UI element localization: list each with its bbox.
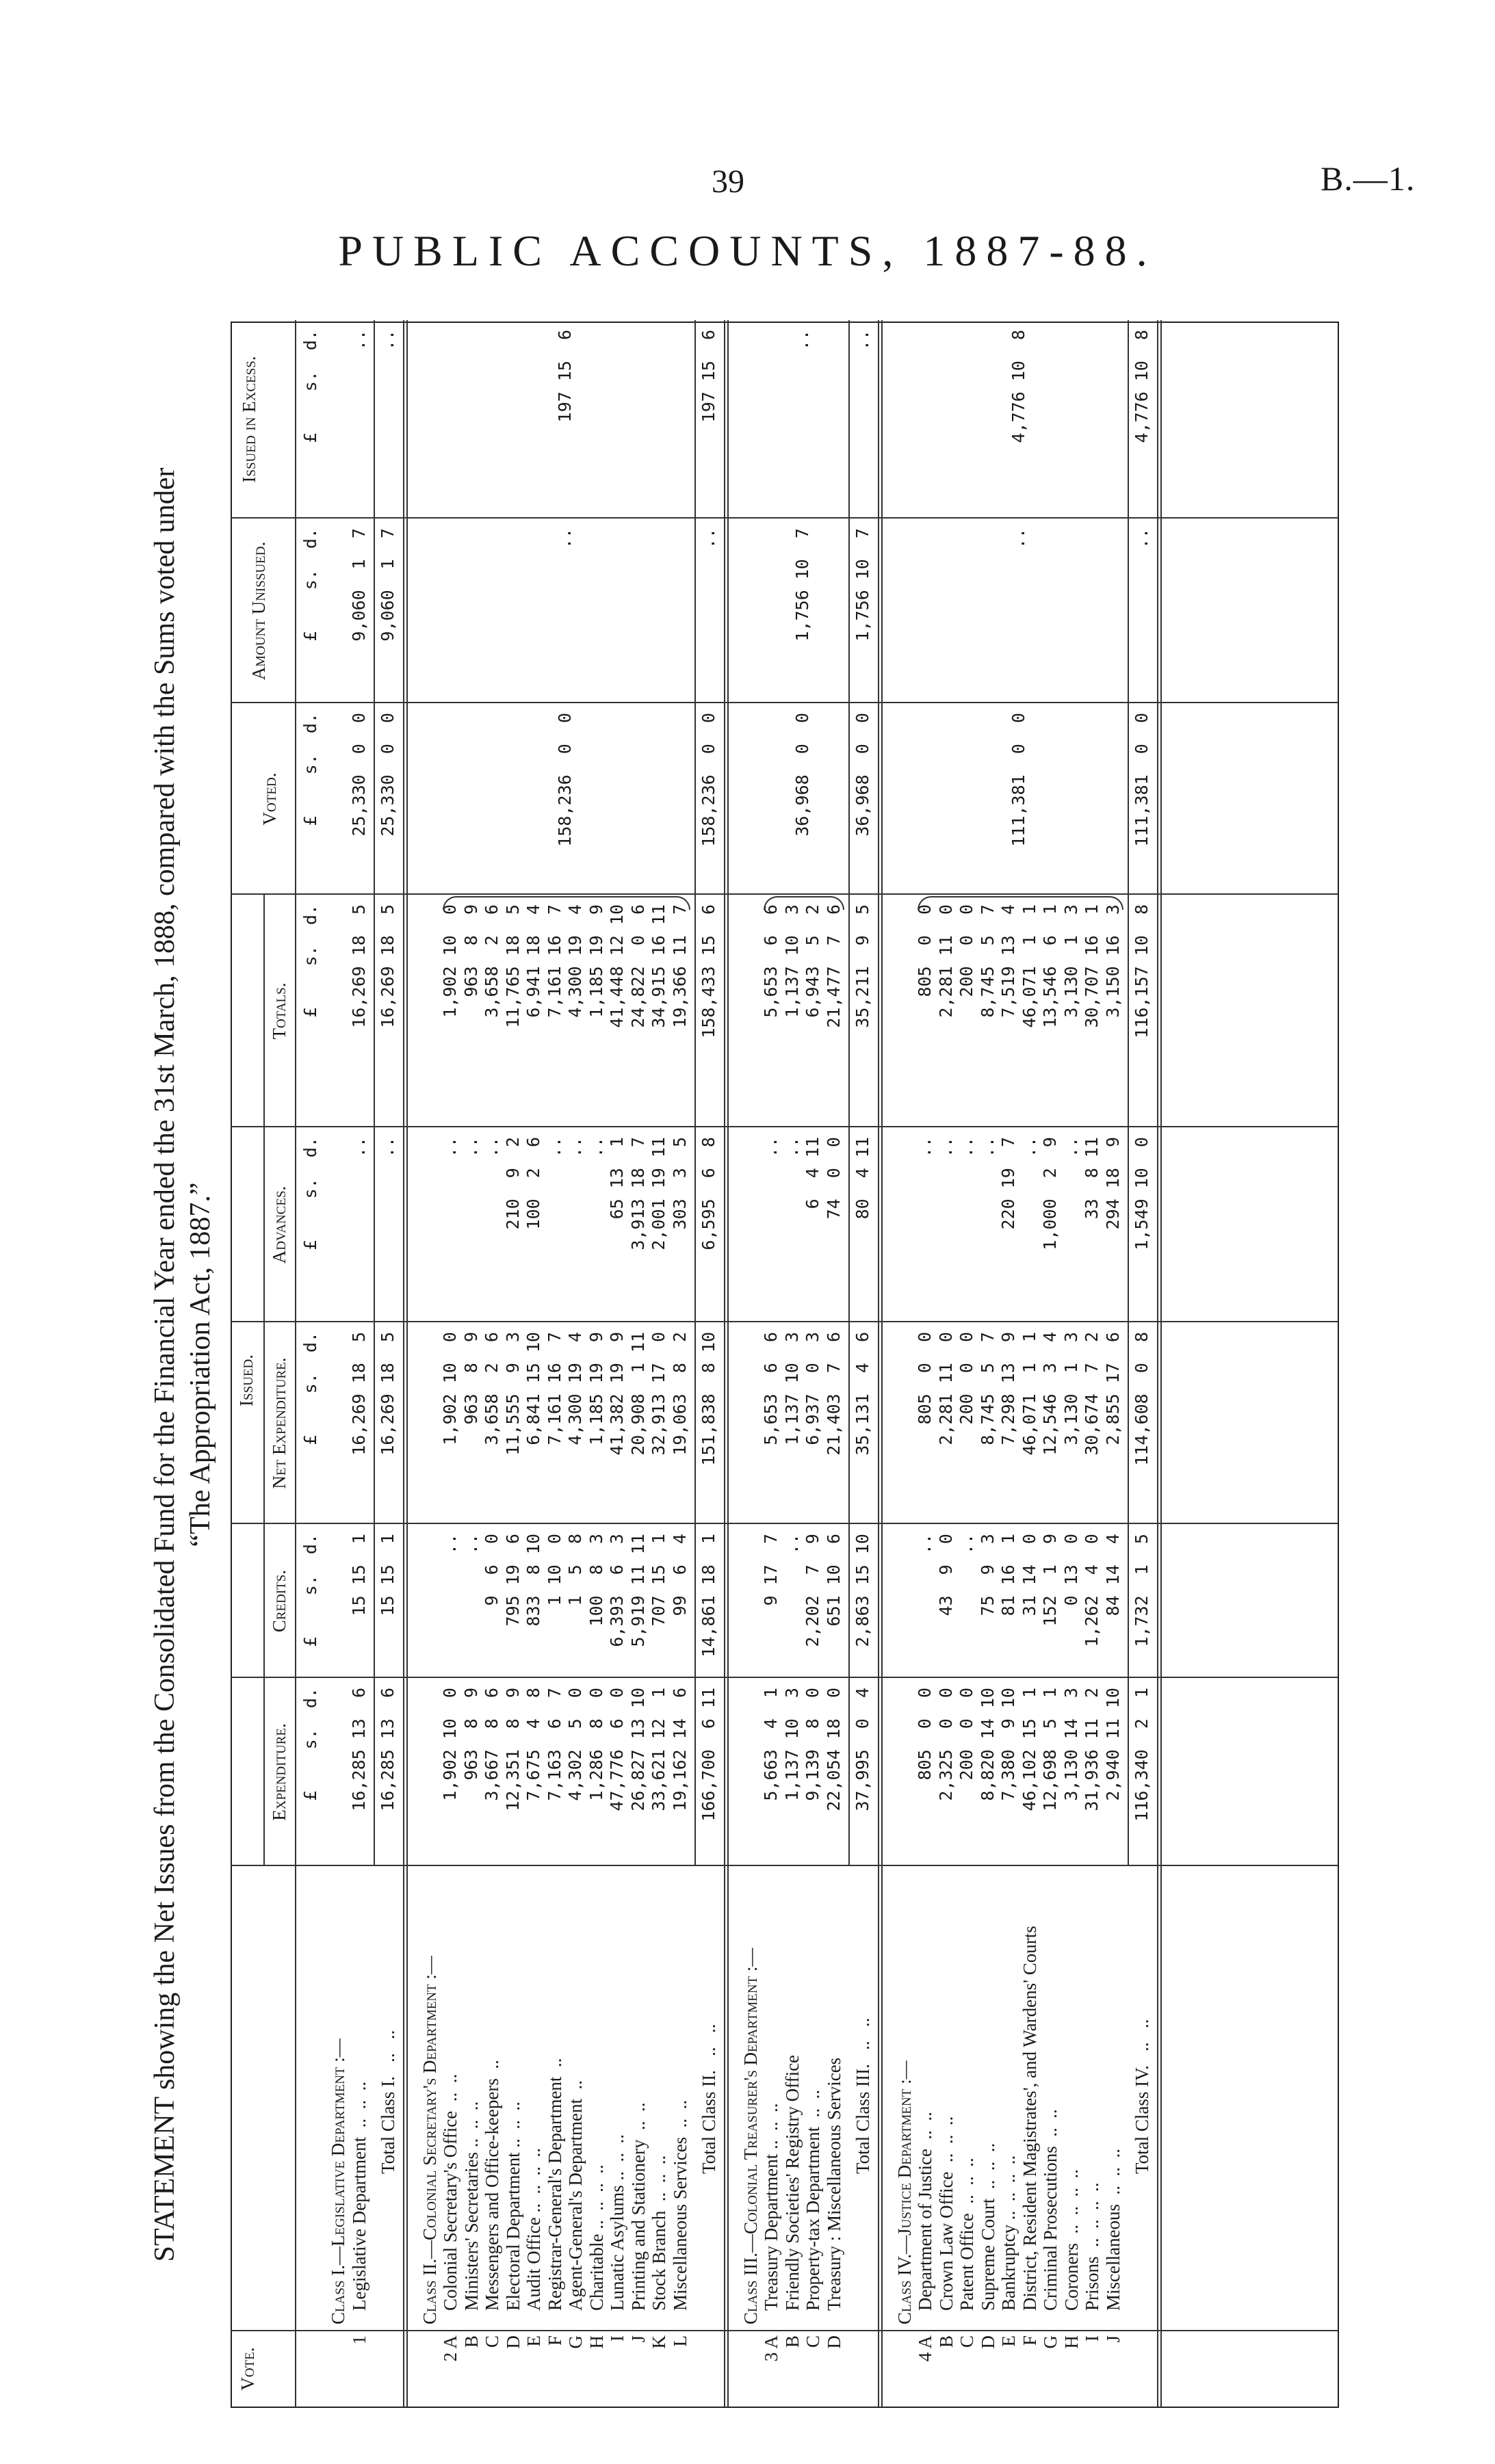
cell-cr: 2,202 7 9 xyxy=(803,1534,822,1647)
col-header-vote: Vote. xyxy=(237,2347,258,2391)
cell-exp: 9,139 8 0 xyxy=(803,1688,822,1801)
cell-net: 20,908 1 11 xyxy=(627,1332,648,1456)
col-header-issued-in-excess: Issued in Excess. xyxy=(239,356,259,483)
units-label: £ s. d. xyxy=(300,904,320,1018)
row-label: Audit Office .. .. .. .. xyxy=(523,2148,544,2311)
cell-cr: 31 14 0 xyxy=(1019,1534,1039,1616)
row-label: Stock Branch .. .. .. xyxy=(649,2155,669,2311)
cell-net: 3,658 2 6 xyxy=(482,1332,502,1445)
cell-tot: 41,448 12 10 xyxy=(607,904,627,1028)
col-header-voted: Voted. xyxy=(259,772,280,826)
cell-adv: .. xyxy=(957,1137,976,1158)
cell-cr: 707 15 1 xyxy=(649,1534,668,1627)
vote-number: 2 A xyxy=(440,2335,460,2362)
cell-adv: .. xyxy=(348,1137,369,1158)
vote-number: C xyxy=(482,2335,502,2348)
vote-number: K xyxy=(649,2335,669,2349)
cell-tot: 6,943 5 2 xyxy=(803,904,822,1018)
cell-net: 12,546 3 4 xyxy=(1040,1332,1060,1456)
cell-cr: 84 14 4 xyxy=(1102,1534,1123,1616)
row-label: Miscellaneous .. .. .. xyxy=(1102,2149,1123,2311)
total-rule xyxy=(1128,320,1129,1866)
row-label: Friendly Societies' Registry Office xyxy=(781,2054,803,2311)
total-cr: 2,863 15 10 xyxy=(853,1534,872,1647)
cell-tot: 16,269 18 5 xyxy=(348,904,369,1028)
total-adv: 80 4 11 xyxy=(853,1137,872,1220)
row-label: Ministers' Secretaries .. .. .. xyxy=(460,2101,482,2311)
cell-tot: 11,765 18 5 xyxy=(502,904,523,1028)
cell-net: 30,674 7 2 xyxy=(1082,1332,1102,1456)
cell-cr: 0 13 0 xyxy=(1061,1534,1081,1606)
vote-number: B xyxy=(781,2335,803,2348)
row-label: Treasury Department .. .. .. xyxy=(761,2103,781,2311)
row-label: Miscellaneous Services .. .. xyxy=(669,2099,690,2311)
cell-exp: 1,286 8 0 xyxy=(586,1688,606,1801)
cell-exp: 22,054 18 0 xyxy=(823,1688,844,1811)
cell-exp: 16,285 13 6 xyxy=(348,1688,369,1811)
vote-number: C xyxy=(803,2335,823,2348)
total-exp: 16,285 13 6 xyxy=(378,1688,398,1811)
cell-tot: 19,366 11 7 xyxy=(669,904,690,1028)
section-rule xyxy=(1160,320,1162,2407)
cell-net: 19,063 8 2 xyxy=(669,1332,690,1456)
cell-exp: 33,621 12 1 xyxy=(649,1688,668,1811)
row-label: Department of Justice .. .. xyxy=(915,2112,935,2311)
section-rule xyxy=(406,320,408,2407)
cell-adv: .. xyxy=(977,1137,998,1158)
vote-number: 1 xyxy=(348,2335,369,2345)
cell-exp: 200 0 0 xyxy=(957,1688,976,1781)
total-label: Total Class IV. .. .. xyxy=(1132,2019,1152,2174)
cell-adv: 6 4 11 xyxy=(803,1137,822,1209)
section-rule xyxy=(403,320,404,2407)
cell-cr: 833 8 10 xyxy=(523,1534,543,1627)
statement-line-1: STATEMENT showing the Net Issues from the Consolidated Fund for the Financial Year ended the 31st March, 1888, compared with the Sums voted under xyxy=(149,467,181,2262)
cell-cr: 75 9 3 xyxy=(977,1534,998,1616)
cell-unissued: .. xyxy=(554,528,575,549)
cell-adv: .. xyxy=(761,1137,781,1158)
vote-number: D xyxy=(502,2335,523,2349)
row-label: Messengers and Office-keepers .. xyxy=(482,2060,502,2311)
cell-tot: 21,477 7 6 xyxy=(823,904,844,1028)
total-net: 35,131 4 6 xyxy=(853,1332,872,1456)
cell-exp: 46,102 15 1 xyxy=(1019,1688,1039,1811)
total-adv: .. xyxy=(378,1137,398,1158)
cell-net: 1,902 10 0 xyxy=(440,1332,460,1445)
total-excess: .. xyxy=(853,330,872,351)
cell-exp: 31,936 11 2 xyxy=(1082,1688,1102,1811)
cell-voted: 158,236 0 0 xyxy=(554,713,575,847)
row-label: Bankruptcy .. .. .. .. xyxy=(998,2155,1019,2311)
cell-adv: 33 8 11 xyxy=(1082,1137,1102,1220)
total-label: Total Class I. .. .. xyxy=(378,2030,398,2174)
section-rule xyxy=(724,320,725,2407)
cell-exp: 8,820 14 10 xyxy=(977,1688,998,1801)
row-label: Registrar-General's Department .. xyxy=(544,2058,565,2311)
cell-voted: 111,381 0 0 xyxy=(1009,713,1029,847)
cell-exp: 4,302 5 0 xyxy=(565,1688,585,1801)
vote-number: E xyxy=(998,2335,1019,2347)
cell-cr: 1 10 0 xyxy=(544,1534,564,1606)
cell-cr: .. xyxy=(915,1534,935,1555)
total-rule xyxy=(694,320,696,1866)
vote-number: J xyxy=(627,2335,649,2343)
vote-number: G xyxy=(565,2335,586,2349)
col-header-credits: Credits. xyxy=(269,1569,289,1633)
cell-adv: 65 13 1 xyxy=(607,1137,627,1220)
total-cr: 15 15 1 xyxy=(378,1534,398,1616)
total-tot: 35,211 9 5 xyxy=(853,904,872,1028)
cell-tot: 6,941 18 4 xyxy=(523,904,543,1018)
cell-cr: 9 6 0 xyxy=(482,1534,502,1606)
cell-exp: 963 8 9 xyxy=(460,1688,481,1781)
cell-cr: 43 9 0 xyxy=(935,1534,956,1616)
cell-cr: .. xyxy=(781,1534,802,1555)
cell-adv: .. xyxy=(482,1137,502,1158)
vote-number: I xyxy=(607,2335,627,2342)
total-voted: 25,330 0 0 xyxy=(378,713,398,837)
cell-exp: 5,663 4 1 xyxy=(761,1688,781,1801)
statement-sheet xyxy=(147,322,1344,2408)
vote-number: 3 A xyxy=(761,2335,781,2362)
cell-exp: 12,351 8 9 xyxy=(502,1688,523,1811)
total-cr: 1,732 1 5 xyxy=(1132,1534,1152,1647)
cell-cr: .. xyxy=(440,1534,460,1555)
cell-cr: 5,919 11 11 xyxy=(627,1534,648,1647)
cell-exp: 12,698 5 1 xyxy=(1040,1688,1060,1811)
col-header-amount-unissued: Amount Unissued. xyxy=(248,541,269,681)
cell-tot: 8,745 5 7 xyxy=(977,904,998,1018)
row-label: Prisons .. .. .. .. xyxy=(1082,2182,1102,2311)
row-label: Patent Office .. .. .. xyxy=(957,2158,977,2311)
row-label: Lunatic Asylums .. .. .. xyxy=(607,2134,627,2311)
row-label: District, Resident Magistrates', and Wardens' Courts xyxy=(1019,1926,1040,2311)
cell-net: 2,281 11 0 xyxy=(935,1332,956,1445)
cell-unissued: 9,060 1 7 xyxy=(348,528,369,642)
cell-net: 41,382 19 9 xyxy=(607,1332,627,1456)
section-rule xyxy=(727,320,729,2407)
cell-voted: 25,330 0 0 xyxy=(348,713,369,837)
total-adv: 6,595 6 8 xyxy=(699,1137,718,1250)
total-net: 151,838 8 10 xyxy=(699,1332,718,1466)
total-exp: 166,700 6 11 xyxy=(699,1688,718,1822)
cell-tot: 46,071 1 1 xyxy=(1019,904,1039,1028)
cell-adv: 1,000 2 9 xyxy=(1040,1137,1060,1250)
col-header-advances: Advances. xyxy=(269,1185,289,1264)
total-label: Total Class III. .. .. xyxy=(853,2017,873,2174)
cell-excess: .. xyxy=(348,330,369,351)
cell-net: 805 0 0 xyxy=(915,1332,935,1425)
vote-number: H xyxy=(586,2335,607,2349)
vote-number: G xyxy=(1040,2335,1061,2349)
cell-net: 3,130 1 3 xyxy=(1061,1332,1081,1445)
total-unissued: 1,756 10 7 xyxy=(853,528,872,642)
units-label: £ s. d. xyxy=(300,1137,320,1250)
cell-exp: 47,776 6 0 xyxy=(607,1688,627,1811)
row-label: Criminal Prosecutions .. .. xyxy=(1040,2109,1061,2311)
cell-tot: 200 0 0 xyxy=(957,904,976,997)
accounts-table xyxy=(231,322,1339,2408)
cell-exp: 1,137 10 3 xyxy=(781,1688,802,1801)
section-rule xyxy=(1157,320,1158,2407)
cell-adv: .. xyxy=(915,1137,935,1158)
total-unissued: 9,060 1 7 xyxy=(378,528,398,642)
cell-adv: 100 2 6 xyxy=(523,1137,543,1230)
total-voted: 36,968 0 0 xyxy=(853,713,872,837)
total-rule xyxy=(374,320,375,1866)
statement-line-2: “The Appropriation Act, 1887.” xyxy=(185,1182,216,1547)
cell-tot: 805 0 0 xyxy=(915,904,935,997)
section-title: Class II.—Colonial Secretary's Department :— xyxy=(419,1956,440,2324)
section-title: Class IV.—Justice Department :— xyxy=(894,2060,915,2324)
cell-adv: .. xyxy=(781,1137,802,1158)
cell-adv: 220 19 7 xyxy=(998,1137,1018,1230)
cell-adv: 303 3 5 xyxy=(669,1137,690,1230)
vote-number: L xyxy=(669,2335,690,2347)
cell-net: 2,855 17 6 xyxy=(1102,1332,1123,1445)
cell-net: 21,403 7 6 xyxy=(823,1332,844,1456)
cell-excess: 197 15 6 xyxy=(554,330,575,423)
row-label: Property-tax Department .. .. xyxy=(803,2089,823,2311)
cell-tot: 3,130 1 3 xyxy=(1061,904,1081,1018)
total-exp: 116,340 2 1 xyxy=(1132,1688,1152,1822)
cell-tot: 34,915 16 11 xyxy=(649,904,668,1028)
cell-tot: 30,707 16 1 xyxy=(1082,904,1102,1028)
row-label: Crown Law Office .. .. .. xyxy=(935,2116,957,2311)
total-exp: 37,995 0 4 xyxy=(853,1688,872,1811)
vote-number: D xyxy=(823,2335,844,2349)
cell-cr: 795 19 6 xyxy=(502,1534,523,1627)
cell-net: 32,913 17 0 xyxy=(649,1332,668,1456)
cell-cr: 100 8 3 xyxy=(586,1534,606,1627)
cell-adv: 2,001 19 11 xyxy=(649,1137,668,1250)
total-unissued: .. xyxy=(699,528,718,549)
cell-adv: .. xyxy=(935,1137,956,1158)
vote-number: B xyxy=(460,2335,482,2348)
row-label: Printing and Stationery .. .. xyxy=(627,2102,649,2311)
cell-net: 46,071 1 1 xyxy=(1019,1332,1039,1456)
cell-tot: 3,658 2 6 xyxy=(482,904,502,1018)
cell-unissued: 1,756 10 7 xyxy=(792,528,812,642)
cell-tot: 3,150 16 3 xyxy=(1102,904,1123,1018)
col-header-issued: Issued. xyxy=(236,1354,257,1406)
cell-cr: .. xyxy=(460,1534,481,1555)
cell-adv: 3,913 18 7 xyxy=(627,1137,648,1250)
cell-voted: 36,968 0 0 xyxy=(792,713,812,837)
cell-adv: .. xyxy=(544,1137,564,1158)
page-code: B.—1. xyxy=(1321,159,1416,198)
col-header-net-expenditure: Net Expenditure. xyxy=(269,1357,289,1489)
total-voted: 158,236 0 0 xyxy=(699,713,718,847)
cell-adv: .. xyxy=(1019,1137,1039,1158)
vote-number: H xyxy=(1061,2335,1082,2349)
group-brace xyxy=(918,896,1123,910)
section-rule xyxy=(878,320,879,2407)
total-net: 114,608 0 8 xyxy=(1132,1332,1152,1466)
cell-adv: .. xyxy=(1061,1137,1081,1158)
cell-tot: 13,546 6 1 xyxy=(1040,904,1060,1028)
units-label: £ s. d. xyxy=(300,1534,320,1647)
vote-number: F xyxy=(544,2335,565,2346)
cell-exp: 2,325 0 0 xyxy=(935,1688,956,1801)
vote-number: 4 A xyxy=(915,2335,935,2362)
row-label: Agent-General's Department .. xyxy=(565,2080,586,2311)
cell-exp: 26,827 13 10 xyxy=(627,1688,648,1811)
row-label: Charitable .. .. .. .. xyxy=(586,2164,607,2311)
cell-cr: 6,393 6 3 xyxy=(607,1534,627,1647)
cell-exp: 2,940 11 10 xyxy=(1102,1688,1123,1801)
cell-cr: 9 17 7 xyxy=(761,1534,781,1606)
cell-tot: 5,653 6 6 xyxy=(761,904,781,1018)
cell-net: 8,745 5 7 xyxy=(977,1332,998,1445)
header-rule xyxy=(263,895,265,1866)
group-brace xyxy=(443,896,690,910)
total-rule xyxy=(848,320,850,1866)
cell-cr: 1 5 8 xyxy=(565,1534,585,1606)
total-excess: 4,776 10 8 xyxy=(1132,330,1152,443)
cell-tot: 963 8 9 xyxy=(460,904,481,997)
cell-tot: 1,185 19 9 xyxy=(586,904,606,1018)
cell-cr: 99 6 4 xyxy=(669,1534,690,1616)
cell-tot: 7,519 13 4 xyxy=(998,904,1018,1018)
cell-net: 1,185 19 9 xyxy=(586,1332,606,1445)
total-label: Total Class II. .. .. xyxy=(699,2023,719,2174)
cell-adv: .. xyxy=(460,1137,481,1158)
cell-excess: .. xyxy=(792,330,812,351)
cell-cr: 81 16 1 xyxy=(998,1534,1018,1616)
vote-number: E xyxy=(523,2335,544,2347)
cell-adv: 294 18 9 xyxy=(1102,1137,1123,1230)
cell-net: 6,841 15 10 xyxy=(523,1332,543,1445)
cell-cr: 15 15 1 xyxy=(348,1534,369,1616)
cell-tot: 24,822 0 6 xyxy=(627,904,648,1028)
total-tot: 116,157 10 8 xyxy=(1132,904,1152,1038)
section-title: Class III.—Colonial Treasurer's Department :— xyxy=(740,1948,761,2324)
cell-net: 7,161 16 7 xyxy=(544,1332,564,1445)
col-header-totals: Totals. xyxy=(269,982,289,1040)
cell-net: 16,269 18 5 xyxy=(348,1332,369,1456)
page-heading: PUBLIC ACCOUNTS, 1887-88. xyxy=(338,226,1157,275)
total-unissued: .. xyxy=(1132,528,1152,549)
page-number: 39 xyxy=(712,163,744,200)
cell-adv: .. xyxy=(440,1137,460,1158)
vote-number: J xyxy=(1102,2335,1123,2343)
total-excess: 197 15 6 xyxy=(699,330,718,423)
units-label: £ s. d. xyxy=(300,1332,320,1445)
column-rule xyxy=(232,2330,1338,2331)
cell-exp: 805 0 0 xyxy=(915,1688,935,1781)
cell-cr: 152 1 9 xyxy=(1040,1534,1060,1627)
total-adv: 1,549 10 0 xyxy=(1132,1137,1152,1250)
total-voted: 111,381 0 0 xyxy=(1132,713,1152,847)
row-label: Supreme Court .. .. .. xyxy=(977,2142,998,2311)
cell-exp: 3,130 14 3 xyxy=(1061,1688,1081,1801)
vote-number: I xyxy=(1082,2335,1102,2342)
section-rule xyxy=(881,320,883,2407)
cell-tot: 7,161 16 7 xyxy=(544,904,564,1018)
cell-tot: 1,137 10 3 xyxy=(781,904,802,1018)
vote-number: C xyxy=(957,2335,977,2348)
cell-adv: .. xyxy=(586,1137,606,1158)
vote-number: D xyxy=(977,2335,998,2349)
row-label: Electoral Department .. .. .. xyxy=(502,2101,523,2311)
total-tot: 158,433 15 6 xyxy=(699,904,718,1038)
cell-exp: 3,667 8 6 xyxy=(482,1688,502,1801)
cell-tot: 1,902 10 0 xyxy=(440,904,460,1018)
cell-adv: 210 9 2 xyxy=(502,1137,523,1230)
cell-tot: 4,300 19 4 xyxy=(565,904,585,1018)
cell-cr: 651 10 6 xyxy=(823,1534,844,1627)
total-excess: .. xyxy=(378,330,398,351)
cell-net: 5,653 6 6 xyxy=(761,1332,781,1445)
cell-exp: 1,902 10 0 xyxy=(440,1688,460,1801)
row-label: Colonial Secretary's Office .. .. xyxy=(440,2073,460,2311)
cell-exp: 7,675 4 8 xyxy=(523,1688,543,1801)
cell-exp: 7,163 6 7 xyxy=(544,1688,564,1801)
cell-adv: .. xyxy=(565,1137,585,1158)
cell-net: 4,300 19 4 xyxy=(565,1332,585,1445)
cell-net: 11,555 9 3 xyxy=(502,1332,523,1456)
units-label: £ s. d. xyxy=(300,1688,320,1801)
col-header-expenditure: Expenditure. xyxy=(269,1723,289,1821)
cell-net: 1,137 10 3 xyxy=(781,1332,802,1445)
units-label: £ s. d. xyxy=(300,713,320,826)
statement-title xyxy=(147,328,222,2401)
cell-exp: 19,162 14 6 xyxy=(669,1688,690,1811)
group-brace xyxy=(764,896,844,910)
vote-number: F xyxy=(1019,2335,1040,2346)
total-tot: 16,269 18 5 xyxy=(378,904,398,1028)
cell-cr: 1,262 4 0 xyxy=(1082,1534,1102,1647)
cell-cr: .. xyxy=(957,1534,976,1555)
cell-adv: 74 0 0 xyxy=(823,1137,844,1220)
vote-number: B xyxy=(935,2335,957,2348)
cell-net: 7,298 13 9 xyxy=(998,1332,1018,1445)
section-title: Class I.—Legislative Department :— xyxy=(328,2039,348,2324)
total-net: 16,269 18 5 xyxy=(378,1332,398,1456)
cell-tot: 2,281 11 0 xyxy=(935,904,956,1018)
cell-net: 963 8 9 xyxy=(460,1332,481,1425)
cell-net: 6,937 0 3 xyxy=(803,1332,822,1445)
total-cr: 14,861 18 1 xyxy=(699,1534,718,1657)
cell-unissued: .. xyxy=(1009,528,1029,549)
header-rule xyxy=(295,320,296,2407)
row-label: Coroners .. .. .. .. xyxy=(1061,2169,1082,2311)
row-label: Legislative Department .. .. .. xyxy=(348,2081,369,2311)
cell-exp: 7,380 9 10 xyxy=(998,1688,1018,1801)
cell-excess: 4,776 10 8 xyxy=(1009,330,1029,443)
units-label: £ s. d. xyxy=(300,330,320,443)
row-label: Treasury : Miscellaneous Services xyxy=(823,2057,844,2311)
units-label: £ s. d. xyxy=(300,528,320,642)
cell-net: 200 0 0 xyxy=(957,1332,976,1425)
